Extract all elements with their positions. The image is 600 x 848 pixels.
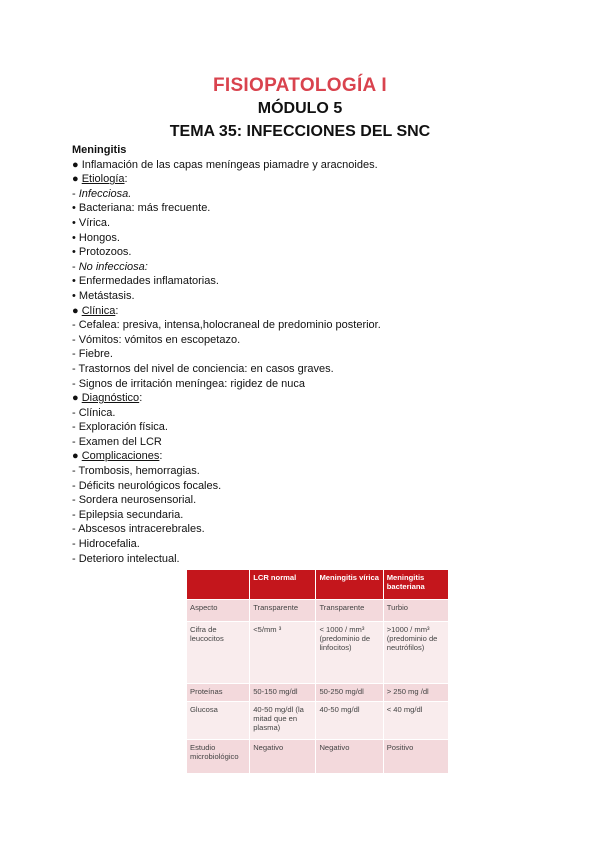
- dash: -: [72, 260, 79, 273]
- table-header-cell: Meningitis bacteriana: [383, 570, 448, 600]
- bullet-icon: ●: [72, 450, 82, 463]
- clinica-heading: [72, 304, 542, 319]
- table-cell: Glucosa: [187, 702, 250, 740]
- complicaciones-heading: [72, 449, 542, 464]
- table-cell: Negativo: [250, 740, 316, 774]
- infecciosa-label: Infecciosa.: [78, 187, 132, 200]
- list-item: - Sordera neurosensorial.: [72, 494, 197, 507]
- document-title: FISIOPATOLOGÍA I: [212, 75, 388, 96]
- bullet-icon: ●: [72, 392, 82, 405]
- table-row: [187, 600, 449, 622]
- list-item: • Protozoos.: [72, 246, 132, 259]
- no-infecciosa-subheading: [72, 260, 542, 275]
- table-header-cell: [187, 570, 250, 600]
- bullet-icon: ●: [72, 304, 82, 317]
- dash: -: [72, 187, 79, 200]
- table-cell: 50-150 mg/dl: [250, 684, 316, 702]
- table-cell: Transparente: [316, 600, 383, 622]
- list-item: - Signos de irritación meníngea: rigidez de nuca: [72, 377, 305, 390]
- topic-title: TEMA 35: INFECCIONES DEL SNC: [169, 123, 431, 140]
- table-cell: < 40 mg/dl: [383, 702, 448, 740]
- table-cell: Proteínas: [187, 684, 250, 702]
- list-item: • Metástasis.: [72, 289, 135, 302]
- section-heading: Meningitis: [72, 144, 127, 156]
- complicaciones-label: Complicaciones: [81, 450, 160, 463]
- table-cell: >1000 / mm³ (predominio de neutrófilos): [383, 622, 448, 684]
- no-infecciosa-list: [72, 274, 542, 303]
- table-cell: Transparente: [250, 600, 316, 622]
- table-row: [187, 622, 449, 684]
- lcr-comparison-table: [186, 569, 449, 774]
- list-item: - Cefalea: presiva, intensa,holocraneal de predominio posterior.: [72, 319, 381, 332]
- list-item: - Trastornos del nivel de conciencia: en casos graves.: [72, 362, 334, 375]
- list-item: - Trombosis, hemorragias.: [72, 465, 200, 478]
- colon: :: [115, 304, 119, 317]
- table-row: [187, 702, 449, 740]
- diagnostico-heading: [72, 391, 542, 406]
- intro-bullet: ● Inflamación de las capas meníngeas piamadre y aracnoides.: [72, 158, 378, 171]
- list-item: - Examen del LCR: [72, 435, 162, 448]
- list-item: - Vómitos: vómitos en escopetazo.: [72, 333, 241, 346]
- meningitis-section: [72, 143, 542, 566]
- diagnostico-label: Diagnóstico: [81, 392, 140, 405]
- list-item: - Hidrocefalia.: [72, 538, 140, 551]
- clinica-label: Clínica: [81, 304, 116, 317]
- table-cell: Estudio microbiológico: [187, 740, 250, 774]
- table-cell: Aspecto: [187, 600, 250, 622]
- table-body: [187, 600, 449, 774]
- table-cell: 40-50 mg/dl: [316, 702, 383, 740]
- no-infecciosa-label: No infecciosa:: [78, 260, 148, 273]
- colon: :: [159, 450, 163, 463]
- list-item: - Deterioro intelectual.: [72, 552, 180, 565]
- table-header-cell: LCR normal: [250, 570, 316, 600]
- list-item: • Vírica.: [72, 216, 111, 229]
- list-item: - Clínica.: [72, 406, 116, 419]
- bullet-icon: ●: [72, 173, 82, 186]
- table-cell: Positivo: [383, 740, 448, 774]
- table-header-cell: Meningitis vírica: [316, 570, 383, 600]
- etiologia-label: Etiología: [81, 173, 125, 186]
- infecciosa-list: [72, 201, 542, 259]
- list-item: - Abscesos intracerebrales.: [72, 523, 205, 536]
- colon: :: [124, 173, 128, 186]
- table-cell: 40-50 mg/dl (la mitad que en plasma): [250, 702, 316, 740]
- table-cell: Cifra de leucocitos: [187, 622, 250, 684]
- list-item: - Epilepsia secundaria.: [72, 508, 184, 521]
- table-cell: > 250 mg /dl: [383, 684, 448, 702]
- module-title: MÓDULO 5: [257, 100, 343, 117]
- clinica-list: [72, 318, 542, 391]
- list-item: • Bacteriana: más frecuente.: [72, 202, 211, 215]
- complicaciones-list: [72, 464, 542, 566]
- infecciosa-subheading: [72, 187, 542, 202]
- etiologia-heading: [72, 172, 542, 187]
- table-cell: Turbio: [383, 600, 448, 622]
- list-item: - Exploración física.: [72, 421, 168, 434]
- table-header-row: [187, 570, 449, 600]
- table-row: [187, 740, 449, 774]
- table-cell: <5/mm ³: [250, 622, 316, 684]
- table-row: [187, 684, 449, 702]
- table-cell: < 1000 / mm³ (predominio de linfocitos): [316, 622, 383, 684]
- list-item: - Fiebre.: [72, 348, 113, 361]
- list-item: • Hongos.: [72, 231, 120, 244]
- list-item: - Déficits neurológicos focales.: [72, 479, 222, 492]
- list-item: • Enfermedades inflamatorias.: [72, 275, 219, 288]
- colon: :: [139, 392, 143, 405]
- table-cell: Negativo: [316, 740, 383, 774]
- diagnostico-list: [72, 406, 542, 450]
- table-cell: 50-250 mg/dl: [316, 684, 383, 702]
